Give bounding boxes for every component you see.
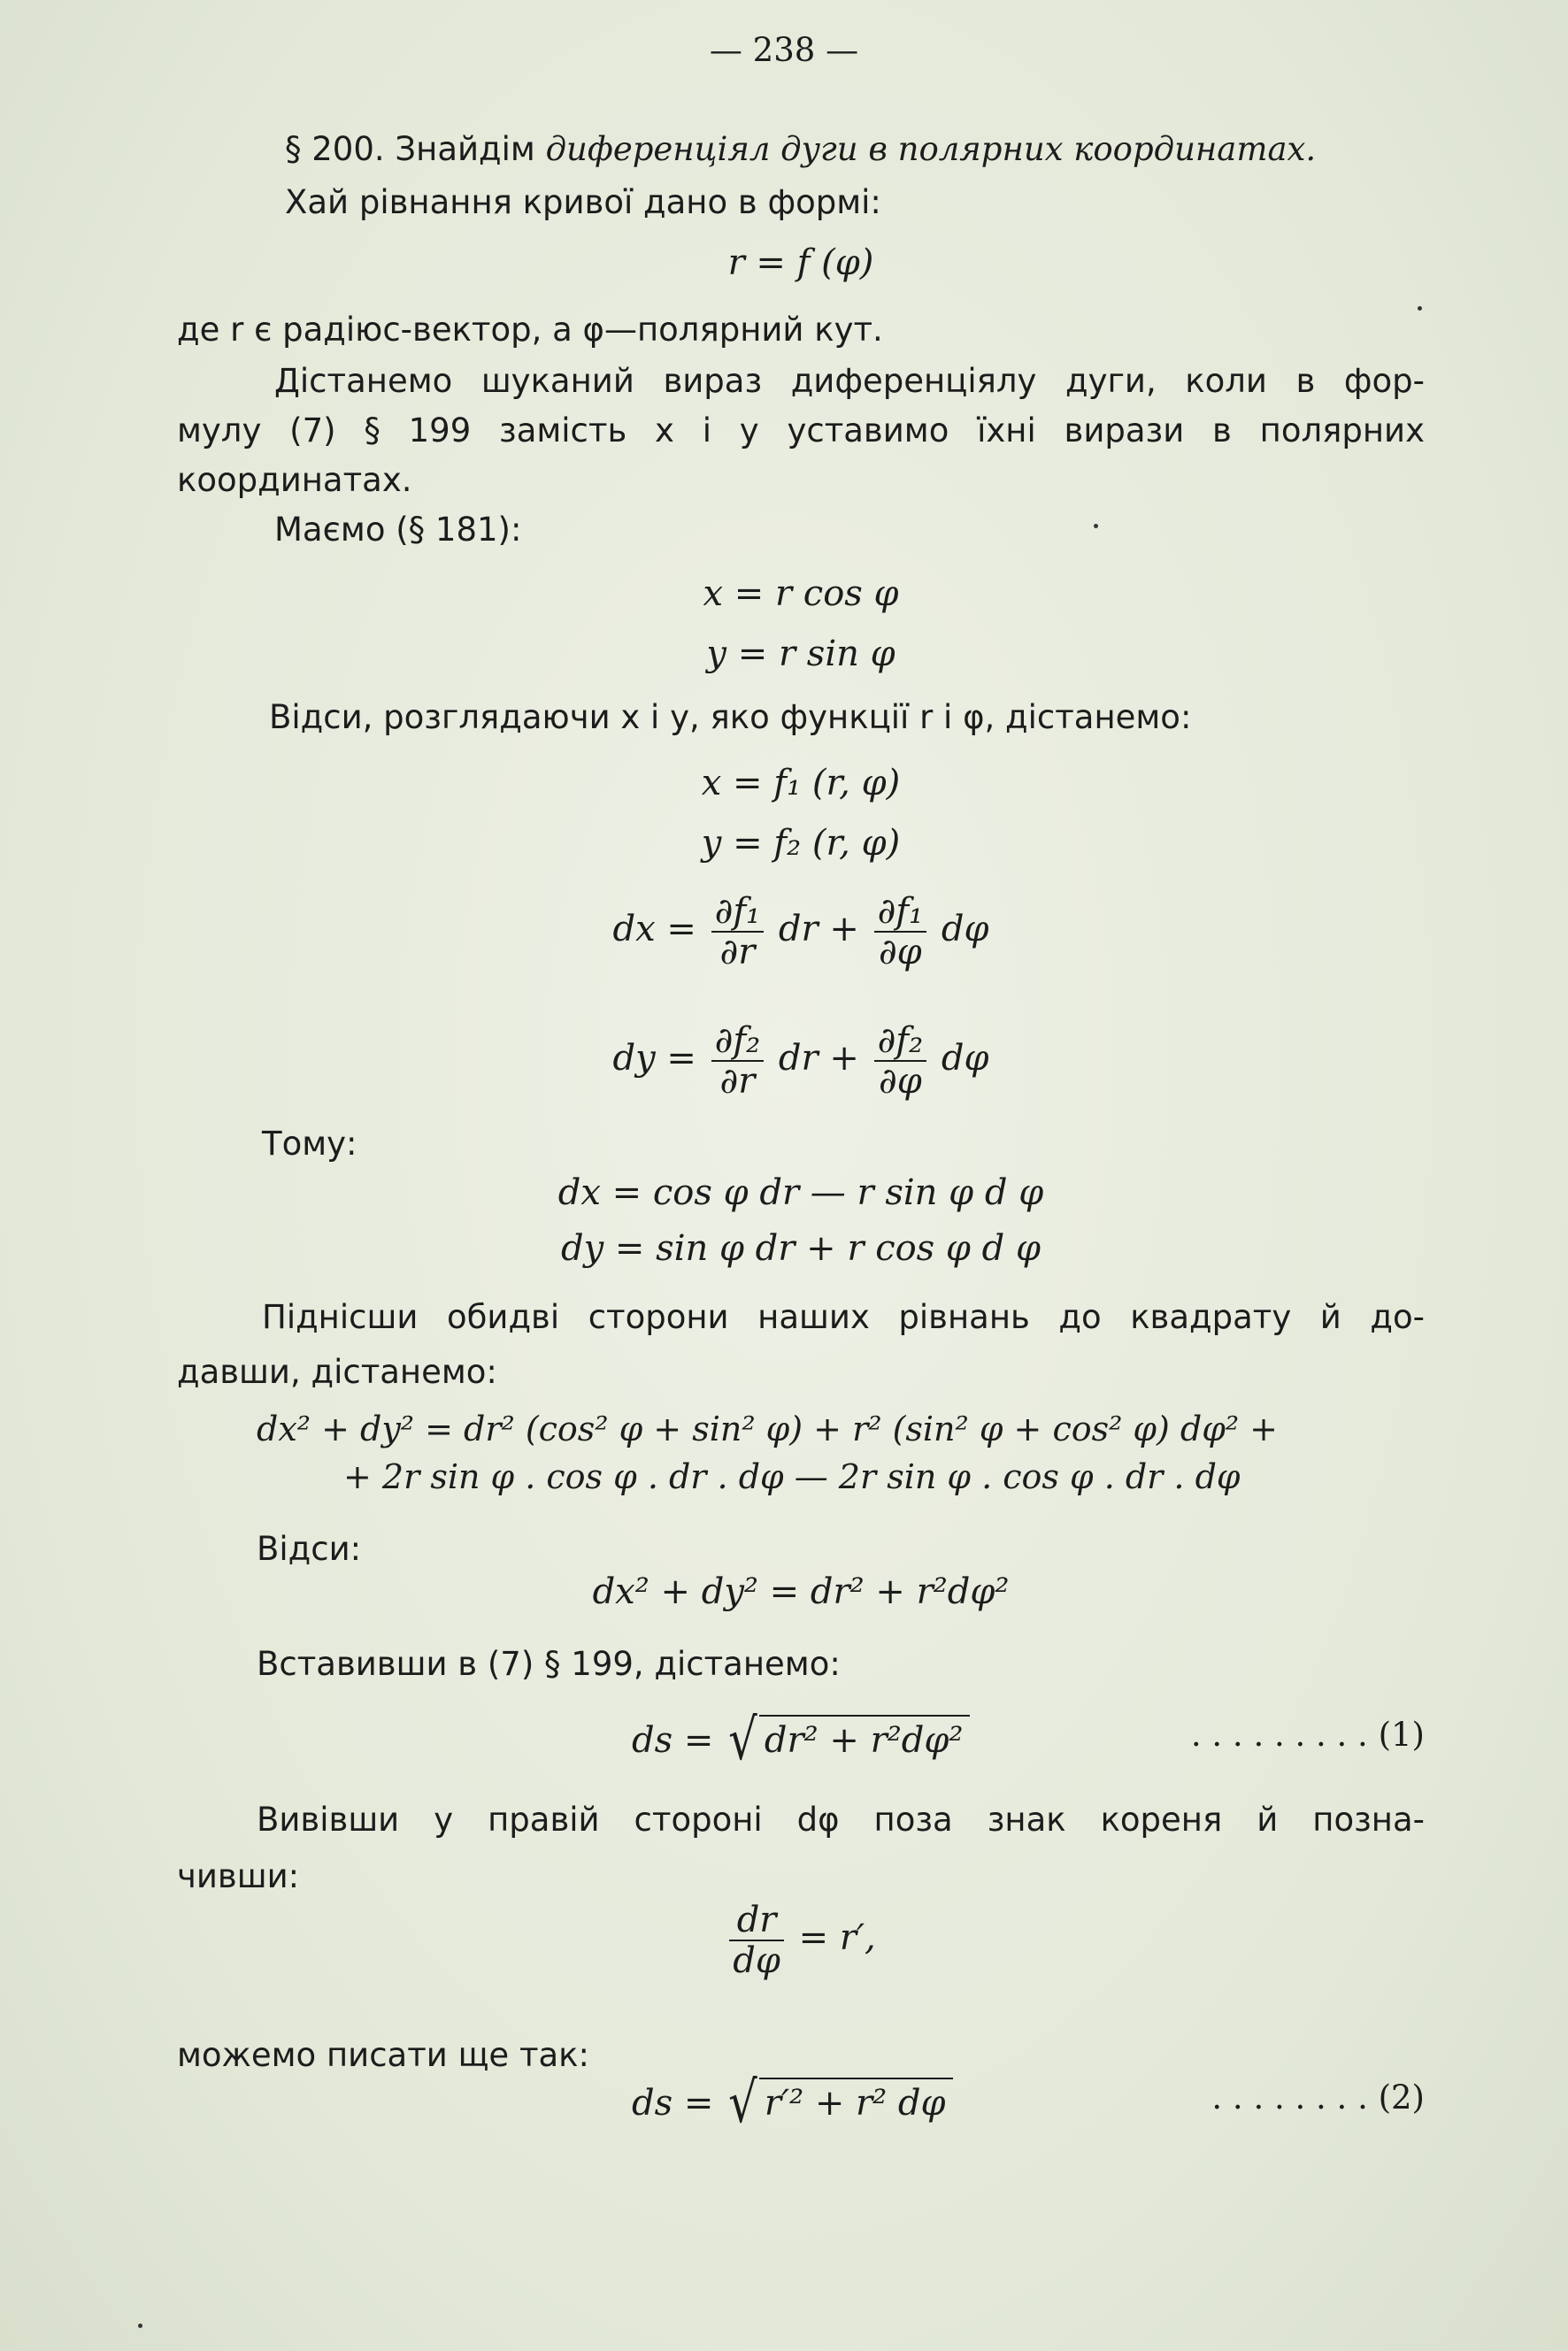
equation-x: x = r cos φ — [703, 573, 899, 614]
equation-x-function: x = f₁ (r, φ) — [701, 763, 901, 803]
paragraph-1-line-3: координатах. — [177, 461, 412, 499]
intro-text: Хай рівнання кривої дано в формі: — [285, 183, 881, 221]
square-root-sign: √ — [728, 2071, 757, 2136]
definition-text: де r є радіюс-вектор, а φ—полярний кут. — [177, 311, 883, 349]
page-number: — 238 — — [709, 31, 859, 69]
paragraph-2-line-1: Піднісши обидві сторони наших рівнань до квадрату й до- — [262, 1298, 1425, 1336]
formula-polar: r = f (φ) — [727, 242, 874, 283]
ink-speck — [1418, 306, 1422, 311]
section-heading — [285, 129, 1425, 170]
hence-short-text: Відси: — [257, 1530, 362, 1568]
paragraph-3-line-2: чивши: — [177, 1857, 300, 1895]
equation-1: ds = √ dr² + r²dφ² . . . . . . . . . (1) — [632, 1708, 1425, 1773]
inserting-text: Вставивши в (7) § 199, дістанемо: — [257, 1645, 841, 1683]
paragraph-2-line-2: давши, дістанемо: — [177, 1353, 497, 1391]
paragraph-1-line-1: Дістанемо шуканий вираз диференціялу дуги, коли в фор- — [274, 362, 1425, 400]
equation-dx-polar: dx = cos φ dr — r sin φ d φ — [557, 1172, 1044, 1213]
therefore-text: Тому: — [262, 1125, 357, 1163]
fraction: $\frac{\text{∂f₁}}{\partial\varphi}$ — [874, 892, 927, 972]
ink-speck — [1094, 524, 1098, 528]
section-lead: § 200. Знайдім — [285, 130, 535, 168]
square-root-sign: √ — [728, 1708, 757, 1773]
equation-dy-partial: dy = $\frac{\text{∂f₂}}{\partial r}$ dr + $\frac{\text{∂f₂}}{\partial\varphi}$ dφ — [612, 1020, 989, 1102]
ink-speck — [138, 2324, 142, 2328]
fraction: $\frac{\text{∂f₂}}{\partial r}$ — [711, 1021, 765, 1101]
equation-sum-line-2: + 2r sin φ . cos φ . dr . dφ — 2r sin φ . cos φ . dr . dφ — [343, 1457, 1241, 1496]
can-write-text: можемо писати ще так: — [177, 2036, 589, 2074]
section-title: диференціял дуги в полярних координатах. — [545, 130, 1317, 168]
we-have-text: Маємо (§ 181): — [274, 511, 522, 549]
equation-y: y = r sin φ — [706, 634, 895, 674]
equation-sum-line-1: dx² + dy² = dr² (cos² φ + sin² φ) + r² (sin² φ + cos² φ) dφ² + — [257, 1410, 1279, 1448]
equation-result: dx² + dy² = dr² + r²dφ² — [592, 1571, 1010, 1612]
paragraph-3-line-1: Вивівши у правій стороні dφ поза знак кореня й позна- — [257, 1801, 1425, 1839]
fraction: $\frac{dr}{d\varphi}$ — [729, 1901, 784, 1980]
fraction: $\frac{\text{∂f₁}}{\partial r}$ — [711, 892, 765, 972]
equation-dy-polar: dy = sin φ dr + r cos φ d φ — [561, 1228, 1041, 1269]
equation-2-number: . . . . . . . . (2) — [1211, 2078, 1425, 2117]
equation-dx-partial: dx = $\frac{\text{∂f₁}}{\partial r}$ dr + $\frac{\text{∂f₁}}{\partial\varphi}$ dφ — [612, 891, 989, 972]
equation-1-number: . . . . . . . . . (1) — [1190, 1716, 1425, 1754]
equation-r-prime: $\frac{dr}{d\varphi}$ = r′, — [177, 1901, 1425, 1980]
equation-2: ds = √ r′² + r² dφ . . . . . . . . (2) — [632, 2071, 1425, 2136]
fraction: $\frac{\text{∂f₂}}{\partial\varphi}$ — [874, 1021, 927, 1101]
paragraph-1-line-2: мулу (7) § 199 замість x і y уставимо їхні вирази в полярних — [177, 411, 1425, 449]
equation-y-function: y = f₂ (r, φ) — [701, 823, 901, 864]
hence-text: Відси, розглядаючи x і y, яко функції r і φ, дістанемо: — [269, 698, 1192, 736]
